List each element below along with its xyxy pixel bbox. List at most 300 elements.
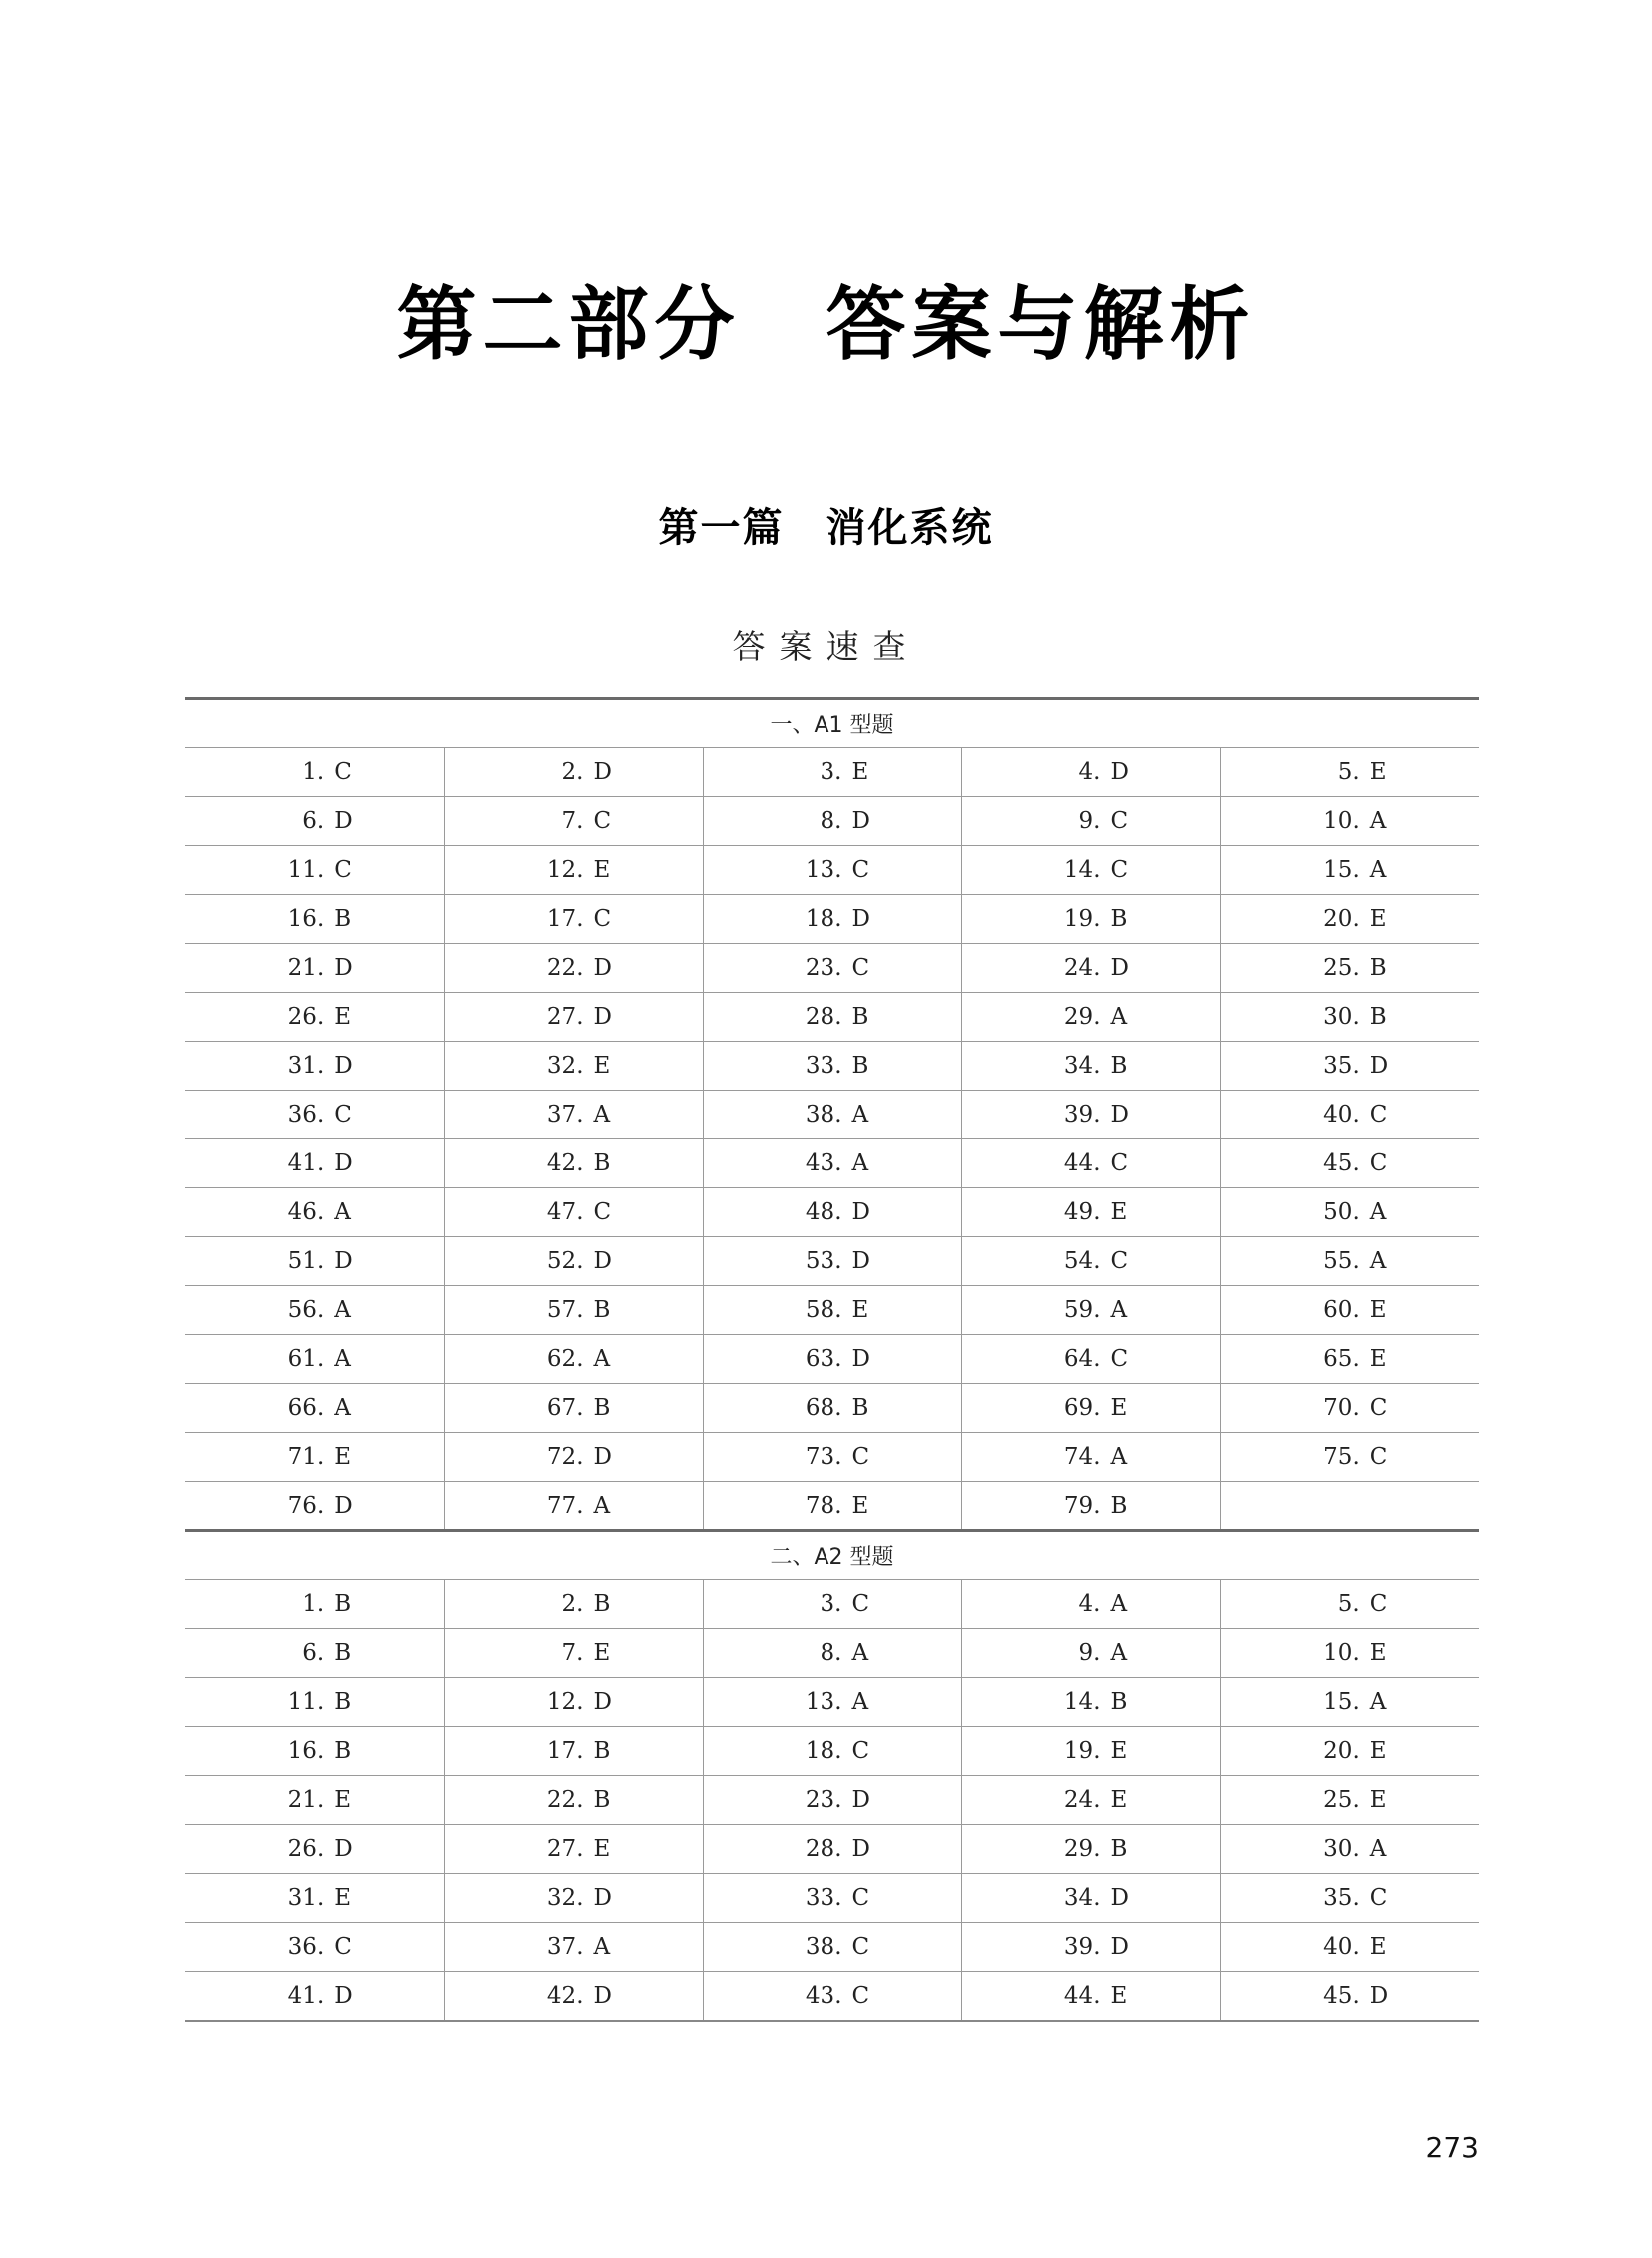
answer-entry [445,1395,703,1421]
answer-row [185,846,1479,895]
answer-cell [703,1384,961,1433]
answer-row [185,1727,1479,1776]
question-number: 14. [1063,1689,1101,1715]
question-number: 37. [546,1102,584,1128]
answer-letter: A [1110,1591,1128,1617]
answer-entry [1221,1102,1480,1128]
answer-letter: D [851,1836,870,1862]
answer-cell [444,1335,703,1384]
answer-cell [1220,1776,1479,1825]
answer-entry [962,1787,1220,1813]
answer-entry [1221,857,1480,883]
answer-cell [185,1972,444,2021]
answer-cell [444,846,703,895]
answer-letter: C [1369,1591,1388,1617]
answer-entry [704,1297,961,1323]
answer-cell [703,944,961,993]
answer-entry [445,1493,703,1519]
section-heading-row [185,1531,1479,1580]
answer-cell [703,1629,961,1678]
answer-entry [962,955,1220,981]
answer-cell [961,1091,1220,1139]
answer-cell [703,1091,961,1139]
answer-entry [185,1738,444,1764]
answer-letter: E [334,1885,352,1911]
answer-entry [445,1983,703,2009]
question-number: 4. [1078,759,1101,785]
answer-cell [703,1286,961,1335]
answer-cell [444,1874,703,1923]
question-number: 67. [546,1395,584,1421]
answer-letter: C [593,808,612,834]
answer-entry [704,1934,961,1960]
answer-cell [185,1482,444,1531]
answer-row [185,1580,1479,1629]
answer-key-table [185,697,1479,2022]
question-number: 28. [805,1836,842,1862]
answer-cell [961,1727,1220,1776]
answer-cell [444,748,703,797]
question-number: 44. [1063,1982,1101,2009]
answer-letter: B [851,1053,869,1079]
answer-letter: D [334,1248,353,1274]
question-number: 13. [805,857,842,883]
question-number: 25. [1323,1787,1360,1813]
answer-entry [962,1248,1220,1274]
answer-cell [185,1286,444,1335]
question-number: 28. [805,1004,842,1030]
answer-cell [444,1923,703,1972]
answer-letter: E [1369,1787,1387,1813]
answer-entry [1221,1934,1480,1960]
answer-cell [1220,993,1479,1042]
answer-cell [1220,1727,1479,1776]
answer-cell [444,944,703,993]
answer-cell [185,1139,444,1188]
answer-entry [445,1934,703,1960]
answer-cell [444,1629,703,1678]
answer-letter: C [1369,1150,1388,1176]
question-number: 26. [287,1836,325,1862]
answer-entry [1221,1346,1480,1372]
answer-cell [703,1580,961,1629]
answer-key-title: 答案速查 [732,627,920,666]
answer-letter: C [851,1591,870,1617]
answer-cell [703,1188,961,1237]
answer-entry [962,1346,1220,1372]
answer-entry [704,857,961,883]
answer-cell [185,944,444,993]
question-number: 19. [1063,1738,1101,1764]
answer-letter: C [334,857,352,883]
question-number: 68. [805,1395,842,1421]
answer-entry [1221,1199,1480,1225]
answer-entry [185,1444,444,1470]
question-number: 11. [287,1689,325,1715]
answer-letter: D [334,1982,353,2009]
answer-entry [1221,1297,1480,1323]
answer-entry [962,1199,1220,1225]
question-number: 24. [1063,955,1101,981]
answer-entry [185,1493,444,1519]
answer-cell [444,1972,703,2021]
question-number: 45. [1323,1150,1360,1176]
answer-letter: A [1369,857,1387,883]
answer-entry [185,906,444,932]
answer-row [185,1042,1479,1091]
answer-letter: B [593,1738,611,1764]
answer-cell [961,1482,1220,1531]
answer-cell [703,1825,961,1874]
question-number: 62. [546,1346,584,1372]
answer-cell [185,846,444,895]
answer-letter: D [593,1004,612,1030]
answer-row [185,1825,1479,1874]
answer-letter: A [1110,1297,1128,1323]
answer-letter: E [851,1492,869,1519]
question-number: 41. [287,1982,325,2009]
answer-entry [1221,906,1480,932]
answer-letter: A [593,1934,611,1960]
answer-entry [704,1395,961,1421]
question-number: 8. [820,808,842,834]
question-number: 44. [1063,1150,1101,1176]
answer-entry [704,1591,961,1617]
answer-letter: C [1369,1444,1388,1470]
answer-entry [185,1053,444,1079]
answer-entry [704,1983,961,2009]
question-number: 23. [805,1787,842,1813]
question-number: 27. [546,1836,584,1862]
answer-entry [445,1689,703,1715]
answer-letter: C [1369,1885,1388,1911]
answer-entry [962,906,1220,932]
answer-cell [185,1042,444,1091]
answer-entry [1221,1983,1480,2009]
question-number: 19. [1063,906,1101,932]
answer-entry [185,1983,444,2009]
answer-cell [185,1678,444,1727]
answer-cell [961,846,1220,895]
answer-letter: A [1369,1836,1387,1862]
answer-letter: A [851,1640,869,1666]
answer-letter: E [1110,1982,1128,2009]
answer-letter: A [334,1297,351,1323]
question-number: 48. [805,1199,842,1225]
answer-entry [704,906,961,932]
answer-letter: C [851,1934,870,1960]
answer-cell [185,1874,444,1923]
question-number: 10. [1323,808,1360,834]
answer-entry [445,1640,703,1666]
question-number: 35. [1323,1885,1360,1911]
answer-letter: D [334,1836,353,1862]
answer-entry [704,1885,961,1911]
answer-entry [962,1053,1220,1079]
answer-entry [704,1004,961,1030]
answer-row [185,895,1479,944]
answer-entry [962,1102,1220,1128]
answer-cell [185,1237,444,1286]
answer-entry [704,1150,961,1176]
answer-entry [704,1053,961,1079]
answer-letter: D [593,955,612,981]
question-number: 30. [1323,1004,1360,1030]
answer-letter: A [851,1689,869,1715]
answer-entry [185,1346,444,1372]
question-number: 47. [546,1199,584,1225]
answer-cell [961,1972,1220,2021]
answer-entry [962,1297,1220,1323]
answer-cell [185,797,444,846]
answer-letter: C [334,1934,352,1960]
answer-letter: D [334,955,353,981]
answer-row [185,797,1479,846]
question-number: 7. [561,808,584,834]
answer-cell [961,895,1220,944]
answer-cell [1220,1923,1479,1972]
answer-letter: B [334,1689,352,1715]
question-number: 70. [1323,1395,1360,1421]
answer-letter: B [593,1150,611,1176]
answer-letter: C [593,1199,612,1225]
answer-entry [704,1102,961,1128]
answer-cell [1220,1335,1479,1384]
answer-letter: D [334,1492,353,1519]
answer-cell [444,797,703,846]
question-number: 36. [287,1934,325,1960]
answer-cell [1220,1874,1479,1923]
answer-entry [1221,1836,1480,1862]
section-heading-row [185,699,1479,748]
answer-row [185,748,1479,797]
question-number: 26. [287,1004,325,1030]
answer-letter: B [1110,1689,1128,1715]
answer-cell [1220,797,1479,846]
answer-entry [1221,1885,1480,1911]
answer-entry [445,808,703,834]
answer-entry [1221,955,1480,981]
answer-entry [962,1689,1220,1715]
question-number: 3. [820,1591,842,1617]
answer-letter: A [1369,1248,1387,1274]
answer-letter: E [1369,1738,1387,1764]
question-number: 78. [805,1492,842,1519]
answer-letter: D [593,1689,612,1715]
answer-entry [185,857,444,883]
answer-entry [185,759,444,785]
question-number: 1. [302,1591,325,1617]
question-number: 72. [546,1444,584,1470]
answer-entry [962,1444,1220,1470]
answer-letter: D [334,1053,353,1079]
answer-letter: D [1110,1885,1129,1911]
answer-letter: B [334,906,352,932]
question-number: 27. [546,1004,584,1030]
chapter-title: 第一篇 消化系统 [658,505,994,551]
answer-cell [444,1678,703,1727]
answer-cell [1220,1042,1479,1091]
answer-cell [703,1776,961,1825]
answer-letter: E [1369,906,1387,932]
answer-letter: C [1110,857,1129,883]
question-number: 76. [287,1492,325,1519]
answer-entry [704,1836,961,1862]
answer-cell [185,1091,444,1139]
question-number: 23. [805,955,842,981]
answer-row [185,1237,1479,1286]
answer-cell [703,895,961,944]
question-number: 46. [287,1199,325,1225]
answer-entry [962,1934,1220,1960]
answer-entry [445,1102,703,1128]
question-number: 33. [805,1885,842,1911]
answer-entry [185,1934,444,1960]
answer-cell [185,1727,444,1776]
answer-entry [962,857,1220,883]
question-number: 12. [546,857,584,883]
answer-entry [962,1493,1220,1519]
answer-entry [1221,1248,1480,1274]
question-number: 49. [1063,1199,1101,1225]
answer-cell [961,944,1220,993]
answer-entry [185,1150,444,1176]
answer-letter: D [1110,1102,1129,1128]
question-number: 55. [1323,1248,1360,1274]
answer-cell [185,993,444,1042]
answer-entry [704,759,961,785]
answer-cell [444,1042,703,1091]
answer-cell [1220,895,1479,944]
answer-entry [185,1787,444,1813]
answer-row [185,1629,1479,1678]
question-number: 75. [1323,1444,1360,1470]
answer-entry [185,1689,444,1715]
answer-letter: C [334,759,352,785]
answer-letter: A [593,1102,611,1128]
answer-entry [704,1738,961,1764]
question-number: 25. [1323,955,1360,981]
question-number: 40. [1323,1934,1360,1960]
answer-cell [703,1433,961,1482]
part-title: 第二部分 答案与解析 [396,278,1256,371]
answer-letter: B [593,1787,611,1813]
question-number: 9. [1078,1640,1101,1666]
answer-cell [961,1237,1220,1286]
answer-letter: D [851,1248,870,1274]
question-number: 1. [302,759,325,785]
answer-letter: D [593,1444,612,1470]
question-number: 20. [1323,906,1360,932]
answer-cell [1220,1384,1479,1433]
answer-entry [1221,1591,1480,1617]
answer-letter: B [851,1395,869,1421]
answer-cell [444,1384,703,1433]
answer-letter: C [1110,808,1129,834]
question-number: 16. [287,1738,325,1764]
answer-entry [185,955,444,981]
question-number: 33. [805,1053,842,1079]
question-number: 66. [287,1395,325,1421]
answer-entry [1221,1150,1480,1176]
answer-row [185,993,1479,1042]
question-number: 6. [302,808,325,834]
answer-letter: A [1110,1444,1128,1470]
answer-cell [444,993,703,1042]
answer-entry [1221,1395,1480,1421]
page-number: 273 [1425,2131,1479,2164]
section-heading: 一、A1 型题 [185,699,1479,748]
question-number: 65. [1323,1346,1360,1372]
answer-entry [445,1297,703,1323]
answer-letter: C [334,1102,352,1128]
answer-letter: A [593,1346,611,1372]
answer-cell [444,1580,703,1629]
answer-letter: E [851,759,869,785]
answer-cell [444,895,703,944]
question-number: 77. [546,1492,584,1519]
answer-entry [445,1836,703,1862]
answer-row [185,1139,1479,1188]
answer-letter: C [851,857,870,883]
answer-cell [1220,1678,1479,1727]
answer-cell [1220,1139,1479,1188]
answer-letter: A [334,1199,351,1225]
answer-entry [185,1885,444,1911]
question-number: 31. [287,1885,325,1911]
answer-entry [1221,1738,1480,1764]
answer-entry [445,1004,703,1030]
answer-row [185,1776,1479,1825]
answer-letter: A [593,1492,611,1519]
question-number: 29. [1063,1004,1101,1030]
question-number: 50. [1323,1199,1360,1225]
answer-key-body [185,699,1479,2021]
answer-cell [185,748,444,797]
answer-cell [444,1139,703,1188]
answer-letter: B [1369,955,1387,981]
answer-letter: C [851,1982,870,2009]
answer-entry [1221,1787,1480,1813]
answer-entry [445,1346,703,1372]
answer-letter: A [1369,1199,1387,1225]
answer-cell [703,1139,961,1188]
question-number: 18. [805,1738,842,1764]
question-number: 51. [287,1248,325,1274]
answer-letter: A [1110,1004,1128,1030]
answer-letter: B [593,1395,611,1421]
question-number: 43. [805,1982,842,2009]
answer-entry [1221,1053,1480,1079]
answer-row [185,1482,1479,1531]
answer-entry [185,1640,444,1666]
answer-entry [445,1444,703,1470]
answer-entry [704,1689,961,1715]
answer-entry [185,1836,444,1862]
question-number: 17. [546,1738,584,1764]
answer-cell [185,1923,444,1972]
answer-letter: B [1369,1004,1387,1030]
question-number: 24. [1063,1787,1101,1813]
question-number: 4. [1078,1591,1101,1617]
answer-cell [703,1727,961,1776]
answer-entry [445,1591,703,1617]
answer-letter: B [1110,1053,1128,1079]
answer-letter: D [593,1248,612,1274]
answer-letter: C [593,906,612,932]
answer-cell [185,1188,444,1237]
answer-entry [962,808,1220,834]
